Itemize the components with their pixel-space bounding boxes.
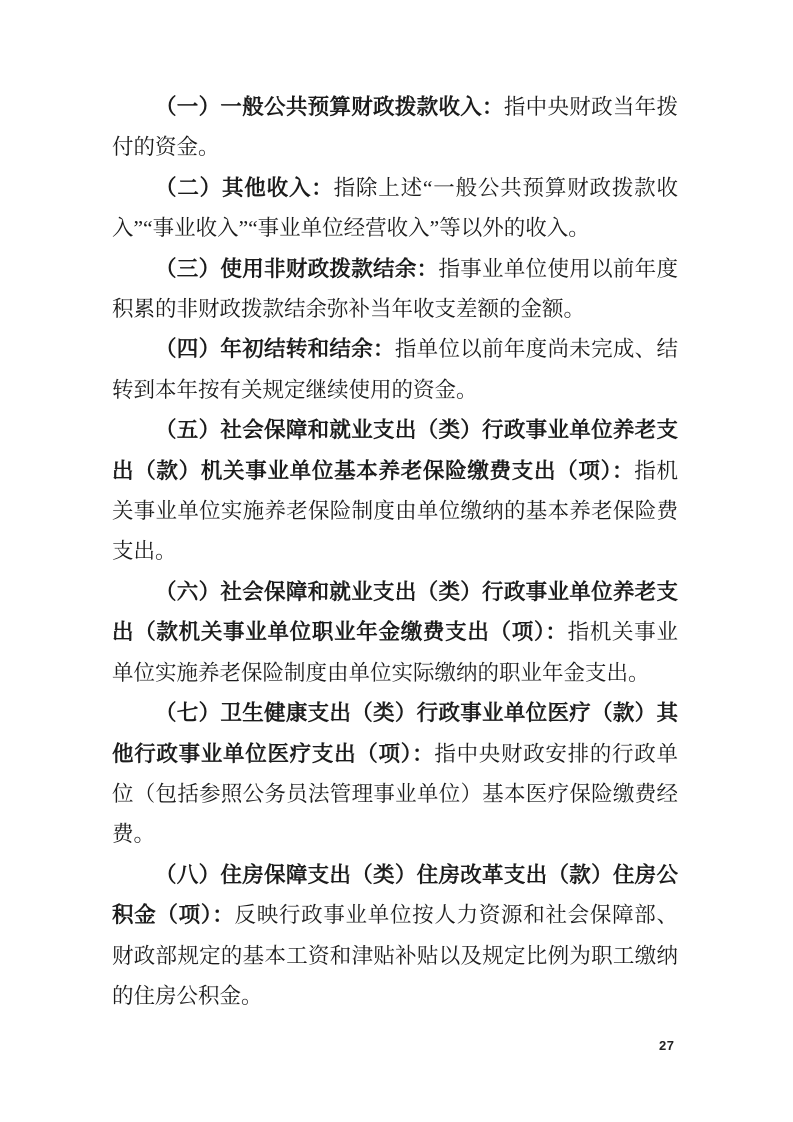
paragraph-6-lead: （六）社会保障和就业支出（类）行政事业单位养老支出（款机关事业单位职业年金缴费支出（项）：: [112, 579, 678, 645]
paragraph-6: [112, 572, 678, 693]
document-body: [112, 87, 678, 1016]
paragraph-4-lead: （四）年初结转和结余：: [155, 337, 395, 362]
paragraph-8-body: 反映行政事业单位按人力资源和社会保障部、财政部规定的基本工资和津贴补贴以及规定比例为职工缴纳的住房公积金。: [112, 903, 678, 1008]
paragraph-2-lead: （二）其他收入：: [155, 175, 334, 200]
paragraph-8-lead: （八）住房保障支出（类）住房改革支出（款）住房公积金（项）：: [112, 862, 678, 928]
paragraph-2: [112, 168, 678, 249]
paragraph-1-body: 指中央财政当年拨付的资金。: [112, 95, 678, 160]
page-number: 27: [659, 1038, 675, 1053]
paragraph-3: [112, 249, 678, 330]
paragraph-1-lead: （一）一般公共预算财政拨款收入：: [155, 95, 504, 119]
paragraph-3-lead: （三）使用非财政拨款结余：: [155, 256, 439, 281]
paragraph-5-lead: （五）社会保障和就业支出（类）行政事业单位养老支出（款）机关事业单位基本养老保险缴费支出（项）：: [112, 418, 678, 483]
paragraph-8: [112, 855, 678, 1017]
paragraph-4-body: 指单位以前年度尚未完成、结转到本年按有关规定继续使用的资金。: [112, 337, 678, 402]
paragraph-3-body: 指事业单位使用以前年度积累的非财政拨款结余弥补当年收支差额的金额。: [112, 256, 678, 322]
paragraph-4: [112, 329, 678, 410]
paragraph-2-body: 指除上述“一般公共预算财政拨款收入”“事业收入”“事业单位经营收入”等以外的收入。: [112, 175, 678, 241]
paragraph-5-body: 指机关事业单位实施养老保险制度由单位缴纳的基本养老保险费支出。: [112, 458, 678, 564]
paragraph-5: [112, 410, 678, 572]
paragraph-7-body: 指中央财政安排的行政单位（包括参照公务员法管理事业单位）基本医疗保险缴费经费。: [112, 741, 678, 847]
paragraph-7: [112, 693, 678, 855]
paragraph-7-lead: （七）卫生健康支出（类）行政事业单位医疗（款）其他行政事业单位医疗支出（项）：: [112, 701, 678, 766]
paragraph-6-body: 指机关事业单位实施养老保险制度由单位实际缴纳的职业年金支出。: [112, 620, 678, 685]
paragraph-1: [112, 87, 678, 168]
